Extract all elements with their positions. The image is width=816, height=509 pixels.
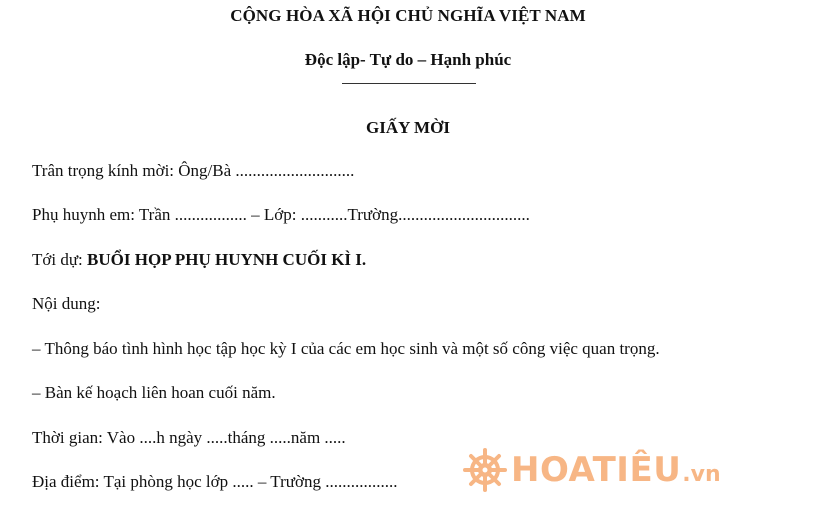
greeting-line: Trân trọng kính mời: Ông/Bà ............................	[32, 161, 355, 180]
motto: Độc lập- Tự do – Hạnh phúc	[304, 50, 512, 69]
nation-header: CỘNG HÒA XÃ HỘI CHỦ NGHĨA VIỆT NAM	[230, 6, 586, 25]
time-line: Thời gian: Vào ....h ngày .....tháng .....năm .....	[32, 428, 346, 447]
content-item: – Thông báo tình hình học tập học kỳ I của các em học sinh và một số công việc quan trọng.	[32, 339, 660, 358]
parent-line: Phụ huynh em: Trần ................. – Lớp: ...........Trường...............................	[32, 205, 530, 224]
ship-wheel-icon	[462, 447, 508, 493]
watermark-brand: HOATIÊU	[511, 450, 682, 490]
attend-event: BUỔI HỌP PHỤ HUYNH CUỐI KÌ I.	[87, 250, 367, 269]
watermark-suffix: .vn	[682, 461, 721, 487]
attend-label: Tới dự:	[32, 250, 88, 269]
attend-line	[32, 250, 366, 270]
place-line: Địa điểm: Tại phòng học lớp ..... – Trường .................	[32, 472, 398, 491]
document-title: GIẤY MỜI	[366, 118, 450, 137]
content-label: Nội dung:	[32, 294, 101, 313]
content-item: – Bàn kế hoạch liên hoan cuối năm.	[32, 383, 276, 402]
watermark-logo	[462, 443, 721, 497]
header-divider	[342, 83, 476, 84]
